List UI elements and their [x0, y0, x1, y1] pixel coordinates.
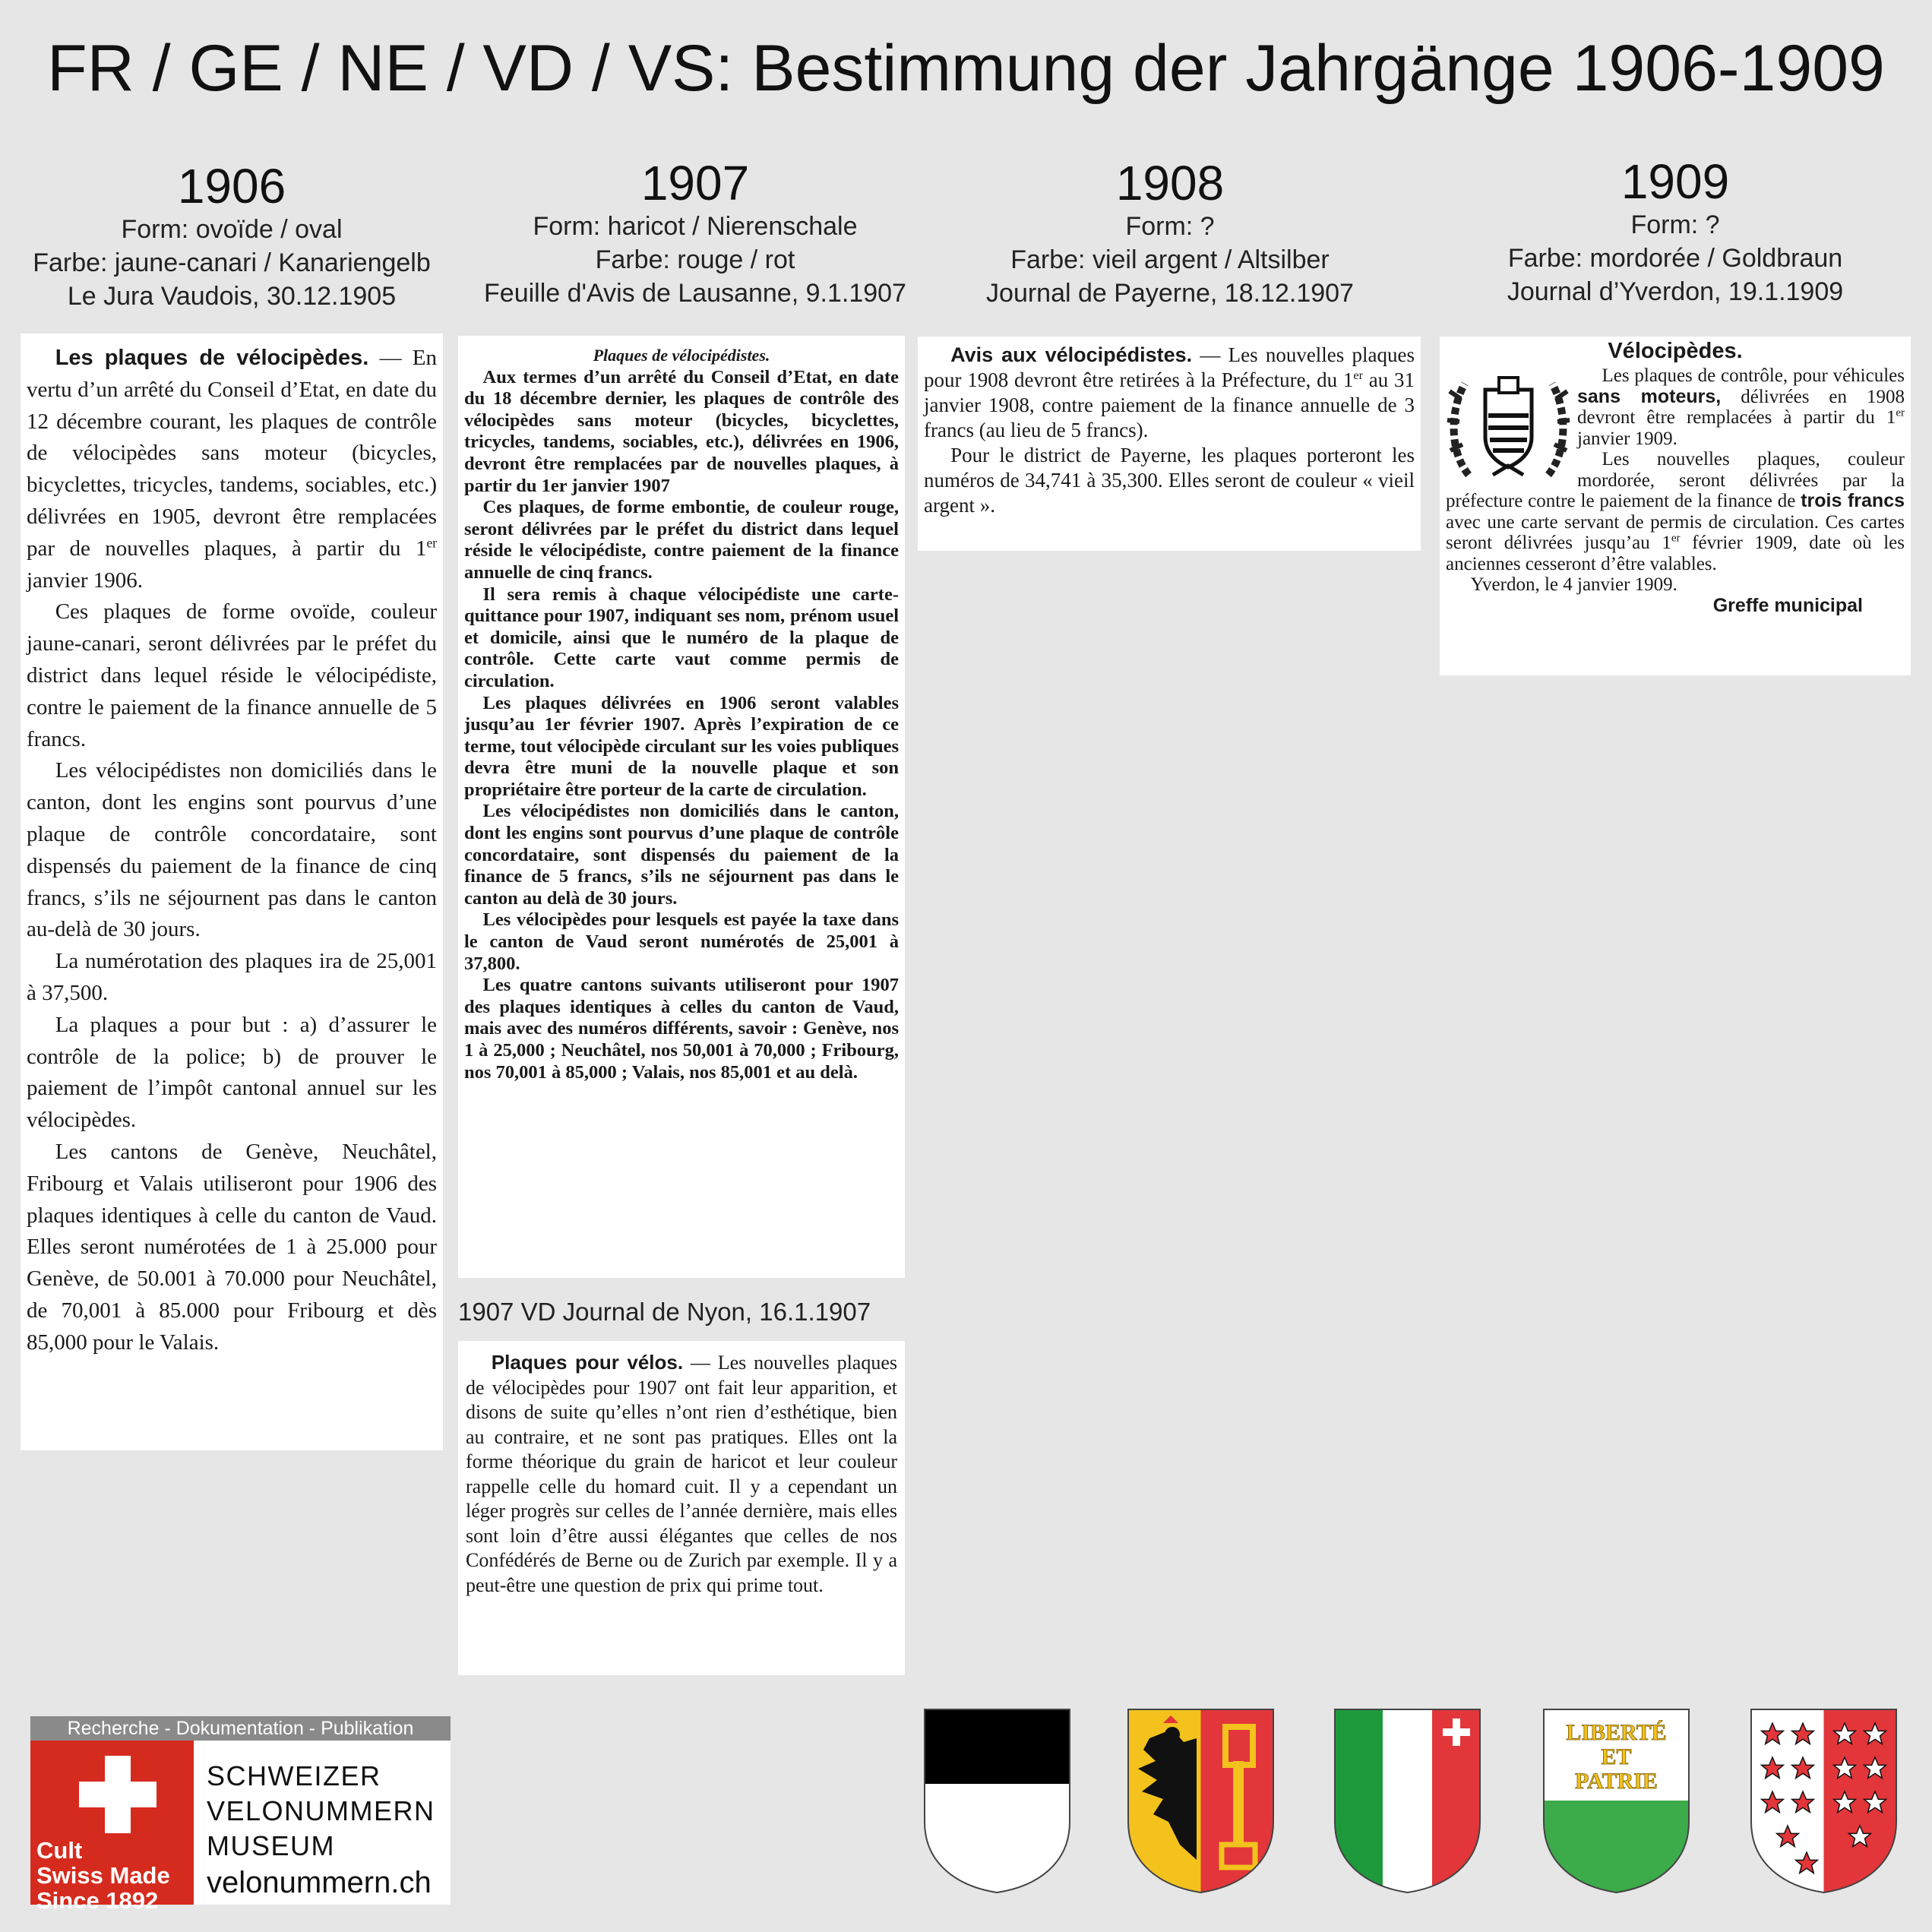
color-label: Farbe: mordorée / Goldbraun — [1507, 244, 1843, 273]
logo-cult-line: Cult — [36, 1837, 83, 1864]
superscript: er — [1671, 532, 1681, 545]
clipping-paragraph: Yverdon, le 4 janvier 1909. — [1470, 574, 1677, 595]
column-header-1907 — [467, 157, 923, 310]
clipping-paragraph: Il sera remis à chaque vélocipédiste une carte-quittance pour 1907, indiquant ses nom, prénom usuel et domicile, ainsi que le numéro de la plaque de contrôle. Cette carte vaut comme permis de circulation. — [464, 583, 899, 691]
year-label: 1909 — [1621, 154, 1730, 209]
year-label: 1906 — [177, 159, 286, 213]
clipping-paragraph — [466, 1350, 897, 1598]
column-header-1908 — [942, 157, 1398, 310]
museum-name-line: VELONUMMERN — [207, 1795, 435, 1826]
clipping-signature: Greffe municipal — [1712, 594, 1863, 616]
newspaper-clipping-1907-lausanne — [458, 336, 905, 1278]
year-label: 1907 — [640, 156, 750, 210]
yverdon-crest-icon — [1446, 368, 1571, 482]
clipping-text: délivrées en 1908 devront être remplacées à partir du 1 — [1577, 386, 1905, 428]
clipping-paragraph: Les vélocipédistes non domiciliés dans le canton, dont les engins sont pourvus d’une plaque de contrôle concordataire, sont dispensés du paiement de la finance de cinq francs, s’ils ne séjournent pas dans le canton au-delà de 30 jours. — [27, 758, 437, 942]
clipping-text: janvier 1906. — [27, 568, 144, 593]
museum-name-line: SCHWEIZER — [207, 1760, 381, 1791]
source-label: Le Jura Vaudois, 30.12.1905 — [67, 282, 397, 311]
clipping-paragraph: Aux termes d’un arrêté du Conseil d’Etat, en date du 18 décembre dernier, les plaques de contrôle des vélocipèdes sans moteur (bicycles, bicyclettes, tricycles, tandems, sociables, etc.), délivrées en 1906, devront être remplacées par de nouvelles plaques, à partir du 1er janvier 1907 — [464, 366, 899, 496]
form-label: Form: haricot / Nierenschale — [533, 212, 858, 241]
fribourg-shield-icon — [923, 1708, 1071, 1894]
clipping-text: au 31 janvier 1908, contre paiement de la finance annuelle de 3 francs (au lieu de 5 francs). — [924, 368, 1415, 441]
newspaper-clipping-1909 — [1440, 337, 1911, 675]
column-header-1909 — [1447, 155, 1903, 308]
clipping-paragraph: Pour le district de Payerne, les plaques porteront les numéros de 34,741 à 35,300. Elles seront de couleur « vieil argent ». — [924, 444, 1415, 517]
form-label: Form: ? — [1125, 212, 1215, 241]
superscript: er — [426, 535, 437, 551]
vaud-motto-line: PATRIE — [1575, 1769, 1658, 1794]
neuchatel-shield-icon — [1333, 1708, 1481, 1894]
year-label: 1908 — [1115, 156, 1225, 210]
vaud-motto-line: LIBERTÉ — [1566, 1720, 1667, 1745]
logo-cult-line: Since 1892 — [36, 1887, 159, 1914]
clipping-text: — Les nouvelles plaques pour 1908 devront être retirées à la Préfecture, du 1 — [924, 343, 1415, 391]
clipping-text: Les nouvelles plaques, couleur mordorée, seront délivrées par la préfecture contre le paiement de la finance de — [1446, 449, 1905, 511]
nyon-caption: 1907 VD Journal de Nyon, 16.1.1907 — [458, 1298, 871, 1326]
clipping-text-bold: trois francs — [1801, 490, 1905, 511]
clipping-heading: Vélocipèdes. — [1608, 339, 1743, 363]
newspaper-clipping-1908 — [918, 337, 1421, 551]
column-header-1906 — [15, 160, 448, 313]
clipping-heading: Plaques pour vélos. — [491, 1351, 684, 1374]
form-label: Form: ovoïde / oval — [121, 215, 343, 244]
logo-cult-text — [36, 1838, 196, 1913]
geneva-shield-icon — [1127, 1708, 1275, 1894]
clipping-paragraph: Les cantons de Genève, Neuchâtel, Fribourg et Valais utiliseront pour 1906 des plaques identiques à celle du canton de Vaud. Elles seront numérotées de 1 à 25.000 pour Genève, de 50.001 à 70.000 pour Neuchâtel, de 70,001 à 85.000 pour Fribourg et dès 85,000 pour le Valais. — [27, 1139, 437, 1355]
source-label: Feuille d'Avis de Lausanne, 9.1.1907 — [484, 279, 906, 308]
clipping-paragraph: Les vélocipèdes pour lesquels est payée la taxe dans le canton de Vaud seront numérotés de 25,001 à 37,800. — [464, 909, 899, 974]
clipping-paragraph: Ces plaques, de forme embontie, de couleur rouge, seront délivrées par le préfet du district dans lequel réside le vélocipédiste, contre paiement de la finance annuelle de cinq francs. — [464, 497, 899, 583]
clipping-paragraph: Les plaques délivrées en 1906 seront valables jusqu’au 1er février 1907. Après l’expiration de ce terme, tout vélocipède circulant sur les voies publiques devra être muni de la nouvelle plaque et son propriétaire être porteur de la carte de circulation. — [464, 692, 899, 800]
clipping-paragraph — [924, 343, 1415, 443]
clipping-text: février 1909, date où les anciennes cesseront d’être valables. — [1446, 533, 1905, 574]
logo-cult-line: Swiss Made — [36, 1862, 170, 1889]
clipping-text: avec une carte servant de permis de circulation. Ces cartes seront délivrées jusqu’au 1 — [1446, 511, 1905, 553]
color-label: Farbe: vieil argent / Altsilber — [1010, 245, 1330, 274]
clipping-text: — Les nouvelles plaques de vélocipèdes pour 1907 ont fait leur apparition, et disons de suite qu’elles n’ont rien d’esthétique, bien au contraire, et ne sont pas pratiques. Elles ont la forme théorique du grain de haricot et leur couleur rappelle celle du homard cuit. Il y a cependant un léger progrès sur celles de l’année dernière, mais elles sont loin d’être aussi élégantes que celles de nos Confédérés de Berne ou de Zurich par exemple. Il y a peut-être une question de prix qui prime tout. — [466, 1352, 897, 1596]
clipping-paragraph: La plaques a pour but : a) d’assurer le contrôle de la police; b) de prouver le paiement de l’impôt cantonal annuel sur les vélocipèdes. — [27, 1012, 437, 1133]
clipping-heading: Avis aux vélocipédistes. — [950, 343, 1193, 366]
clipping-text: — En vertu d’un arrêté du Conseil d’Etat, en date du 12 décembre courant, les plaques de contrôle de vélocipèdes sans moteur (bicycles, bicyclettes, tricycles, tandems, sociables, etc.) délivrées en 1905, devront être remplacées par de nouvelles plaques, à partir du 1 — [27, 346, 438, 561]
vaud-shield-icon — [1542, 1708, 1690, 1894]
museum-name-line: MUSEUM — [207, 1830, 335, 1861]
form-label: Form: ? — [1630, 210, 1720, 239]
clipping-paragraph: La numérotation des plaques ira de 25,001 à 37,500. — [27, 949, 437, 1005]
superscript: er — [1353, 368, 1363, 382]
clipping-heading: Plaques de vélocipédistes. — [593, 346, 770, 365]
color-label: Farbe: jaune-canari / Kanariengelb — [33, 248, 431, 277]
museum-name — [207, 1759, 435, 1864]
newspaper-clipping-1907-nyon — [458, 1341, 905, 1675]
color-label: Farbe: rouge / rot — [595, 245, 795, 274]
source-label: Journal de Payerne, 18.12.1907 — [986, 279, 1354, 308]
clipping-paragraph — [27, 343, 437, 596]
superscript: er — [1896, 406, 1905, 419]
clipping-paragraph: Les vélocipédistes non domiciliés dans le canton, dont les engins sont pourvus d’une plaque de contrôle concordataire, sont dispensés du paiement de la finance de 5 francs, s’ils ne séjournent pas dans le canton au delà de 30 jours. — [464, 801, 899, 909]
vaud-motto-line: ET — [1601, 1744, 1632, 1769]
museum-url-link[interactable]: velonummern.ch — [207, 1866, 432, 1899]
clipping-paragraph: Ces plaques de forme ovoïde, couleur jaune-canari, seront délivrées par le préfet du district dans lequel réside le vélocipédiste, contre le paiement de la finance annuelle de 5 francs. — [27, 599, 437, 751]
source-label: Journal d’Yverdon, 19.1.1909 — [1507, 277, 1844, 306]
museum-logo[interactable] — [30, 1716, 451, 1914]
clipping-paragraph: Les quatre cantons suivants utiliseront pour 1907 des plaques identiques à celles du canton de Vaud, mais avec des numéros différents, savoir : Genève, nos 1 à 25,000 ; Neuchâtel, nos 50,001 à 70,000 ; Fribourg, nos 70,001 à 85,000 ; Valais, nos 85,001 et au delà. — [464, 975, 899, 1083]
page-title: FR / GE / NE / VD / VS: Bestimmung der Jahrgänge 1906-1909 — [47, 32, 1885, 105]
valais-shield-icon — [1750, 1708, 1898, 1894]
clipping-heading: Les plaques de vélocipèdes. — [55, 346, 369, 370]
logo-tagline: Recherche - Dokumentation - Publikation — [30, 1716, 451, 1741]
clipping-text-bold: sans moteurs, — [1577, 385, 1722, 407]
newspaper-clipping-1906 — [21, 334, 443, 1450]
swiss-cross-icon — [76, 1753, 160, 1836]
clipping-text: Les plaques de contrôle, pour véhicules — [1602, 365, 1905, 386]
clipping-text: janvier 1909. — [1577, 428, 1677, 449]
